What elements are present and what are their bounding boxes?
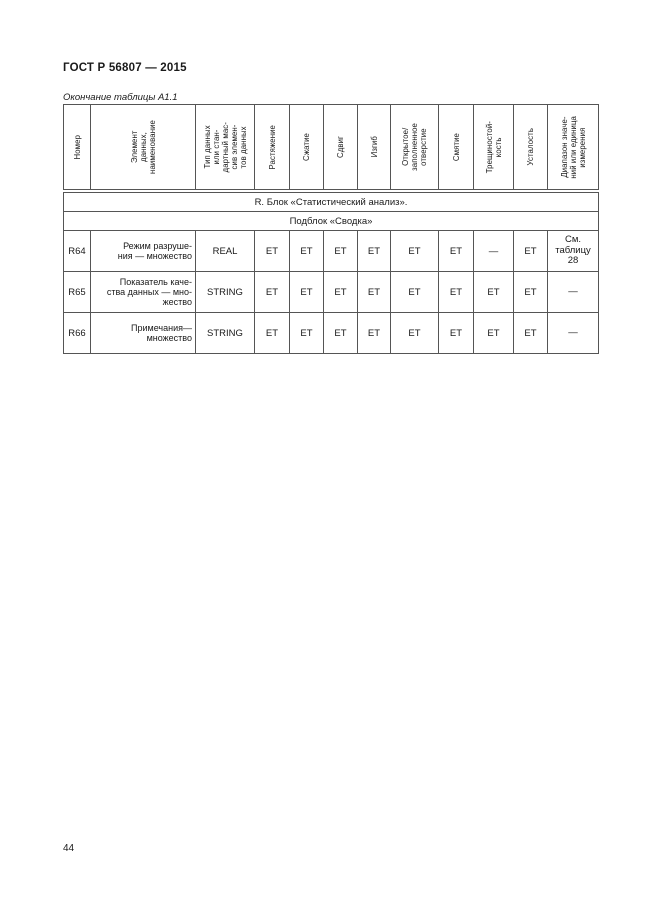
row-test-value: ЕТ [474, 272, 514, 313]
column-header: Элемент данных, наименование [91, 105, 196, 190]
row-test-value: ЕТ [474, 313, 514, 354]
row-test-value: ЕТ [358, 272, 391, 313]
column-header: Сдвиг [324, 105, 358, 190]
column-header: Трещиностой- кость [474, 105, 514, 190]
column-header: Растяжение [255, 105, 290, 190]
element-name-line: множество [146, 333, 192, 343]
row-test-value: ЕТ [514, 313, 548, 354]
section-row [64, 193, 599, 212]
column-header: Смятие [439, 105, 474, 190]
column-header: Сжатие [290, 105, 324, 190]
column-header: Изгиб [358, 105, 391, 190]
header-row [64, 105, 599, 190]
element-name-line: Режим разруше- [123, 241, 192, 251]
row-test-value: ЕТ [514, 272, 548, 313]
row-test-value: ЕТ [255, 313, 290, 354]
row-test-value: ЕТ [324, 231, 358, 272]
subsection-row [64, 212, 599, 231]
row-element-name [91, 231, 196, 272]
row-data-type: REAL [196, 231, 255, 272]
row-test-value: ЕТ [290, 231, 324, 272]
row-element-name [91, 272, 196, 313]
row-test-value: ЕТ [439, 231, 474, 272]
row-number: R64 [64, 231, 91, 272]
row-element-name [91, 313, 196, 354]
range-line: — [568, 326, 578, 338]
row-data-type: STRING [196, 272, 255, 313]
row-test-value: ЕТ [391, 272, 439, 313]
spec-table [63, 104, 599, 354]
element-name-line: Примечания— [131, 323, 192, 333]
range-line: — [568, 285, 578, 297]
element-name-line: ния — множество [117, 251, 192, 261]
table-row [64, 231, 599, 272]
range-line: См. [564, 234, 582, 246]
subsection-title: Подблок «Сводка» [64, 212, 599, 231]
row-range [548, 231, 599, 272]
row-test-value: ЕТ [439, 313, 474, 354]
column-header: Усталость [514, 105, 548, 190]
range-line: таблицу [555, 244, 591, 256]
column-header: Номер [64, 105, 91, 190]
element-name-line: Показатель каче- [119, 277, 192, 287]
row-test-value: ЕТ [358, 313, 391, 354]
range-line: 28 [567, 255, 579, 267]
row-test-value: ЕТ [358, 231, 391, 272]
row-test-value: ЕТ [290, 272, 324, 313]
row-test-value: ЕТ [391, 231, 439, 272]
row-test-value: — [474, 231, 514, 272]
row-number: R65 [64, 272, 91, 313]
row-test-value: ЕТ [391, 313, 439, 354]
row-data-type: STRING [196, 313, 255, 354]
table-row [64, 272, 599, 313]
table-row [64, 313, 599, 354]
row-test-value: ЕТ [324, 313, 358, 354]
table-caption: Окончание таблицы А1.1 [63, 92, 178, 103]
row-test-value: ЕТ [255, 231, 290, 272]
section-title: R. Блок «Статистический анализ». [64, 193, 599, 212]
column-header: Тип данных или стан- дартный мас- сив элемен- тов данных [196, 105, 255, 190]
row-range [548, 313, 599, 354]
row-test-value: ЕТ [439, 272, 474, 313]
row-test-value: ЕТ [290, 313, 324, 354]
row-number: R66 [64, 313, 91, 354]
document-code: ГОСТ Р 56807 — 2015 [63, 62, 187, 74]
element-name-line: ства данных — мно- [106, 287, 192, 297]
column-header: Открытое/ заполненное отверстие [391, 105, 439, 190]
row-test-value: ЕТ [324, 272, 358, 313]
row-range [548, 272, 599, 313]
row-test-value: ЕТ [255, 272, 290, 313]
row-test-value: ЕТ [514, 231, 548, 272]
element-name-line: жество [162, 297, 192, 307]
page-number: 44 [63, 843, 75, 854]
column-header: Диапазон значе- ний или единица измерения [548, 105, 599, 190]
